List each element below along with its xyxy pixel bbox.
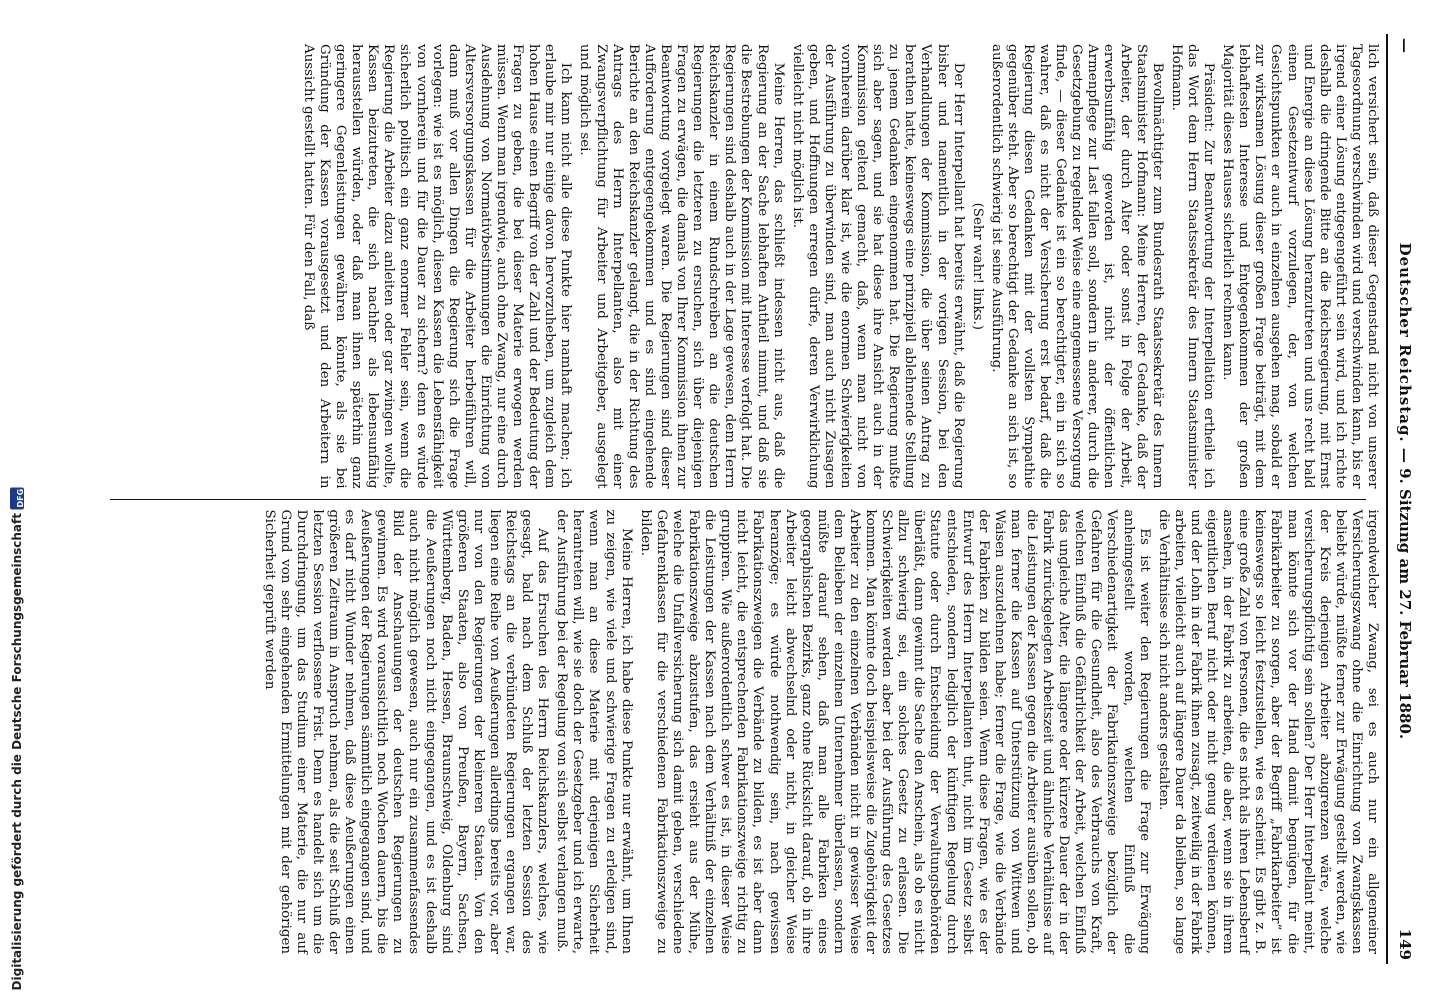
paragraph: Meine Herren, das schließt indessen nicht aus, daß die Regierung an der Sache lebhaften Antheil nimmt, und daß sie die Bestrebungen der Kommission mit Interesse verfolgt hat. Die Regierungen sind deshalb auch in der Lage gewesen, dem Herrn Reichskanzler in einem Rundschreiben an die deutschen Regierungen die letzteren zu ersuchen, sich über diejenigen Fragen zu erwägen, die damals von Ihrer Kommission ihnen zur Beantwortung vorgelegt waren. Die Regierungen sind dieser Aufforderung entgegengekommen und es sind eingehende Berichte an den Reichskanzler gelangt, die in der Richtung des Antrags des Herrn Interpellanten, also mit einer Zwangsverpflichtung für Arbeiter und Arbeitgeber, ausgelegt und möglich sei. bbox=[577, 44, 786, 489]
page-number: 149 bbox=[1396, 928, 1414, 960]
paragraph: Ich kann nicht alle diese Punkte hier namhaft machen; ich erlaube mir nur einige davon hervorzuheben, um zugleich dem hohen Hause einen Begriff von der Zahl und der Bedeutung der Fragen zu geben, die bei dieser Materie erwogen werden müssen. Wenn man irgendwie, auch ohne Zwang, nur eine durch Ausdehnung von Normativbestimmungen die Einrichtung von Altersversorgungskassen für die Arbeiter herbeiführen will, dann muß vor allen Dingen die Regierung sich die Frage vorlegen: wie ist es möglich, diesen Kassen die Lebensfähigkeit von vornherein und für die Dauer zu sichern? denn es würde sicherlich politisch ein ganz enormer Fehler sein, wenn die Regierung die Arbeiter dazu anleiten oder gar zwingen wollte, Kassen beizutreten, die sich nachher als lebensunfähig herausstellen würden, oder daß man ihnen späterhin ganz geringere Gegenleistungen gewähren könnte, als sie bei Gründung der Kassen vorausgesetzt und den Arbeitern in Aussicht gestellt hatten. Für den Fall, daß bbox=[300, 44, 574, 489]
paragraph: Auf das Ersuchen des Herrn Reichskanzlers, welches, wie gesagt, bald nach dem Schluß der letzten Session des Reichstags an die verbündeten Regierungen ergangen war, liegen eine Reihe von Aeußerungen allerdings bereits vor, aber nur von den Regierungen der kleineren Staaten. Von den größeren Staaten, also von Preußen, Bayern, Sachsen, Württemberg, Baden, Hessen, Braunschweig, Oldenburg sind die Aeußerungen noch nicht eingegangen, und es ist deshalb auch nicht möglich gewesen, auch nur ein zusammenfassendes Bild der Anschauungen der deutschen Regierungen zu gewinnen. Es wird voraussichtlich noch Wochen dauern, bis die Aeußerungen der Regierungen sämmtlich eingegangen sind, und es darf nicht Wunder nehmen, daß diese Aeußerungen einen größeren Zeitraum in Anspruch nehmen, als die seit Schluß der letzten Session verflossene Frist. Denn es handelt sich um die Durchdringung, um das Studium einer Materie, die nur auf Grund von sehr eingehenden Ermittelungen mit der gehörigen Sicherheit geprüft werden bbox=[261, 509, 551, 954]
header-dash: — bbox=[1396, 38, 1414, 53]
paragraph: lich versichert sein, daß dieser Gegenstand nicht von unserer Tagesordnung verschwinden wird und verschwinden kann, bis er irgend einer Lösung entgegengeführt sein wird, und ich richte deshalb die dringende Bitte an die Reichsregierung, mit Ernst und Energie an diese Lösung heranzutreten und uns recht bald einen Gesetzentwurf vorzulegen, der, von welchen Gesichtspunkten er auch in einzelnen ausgehen mag, sobald er zur wirksamen Lösung dieser großen Frage beiträgt, mit dem lebhaftesten Interesse und Entgegenkommen der großen Majorität dieses Hauses sicherlich rechnen kann. bbox=[1220, 44, 1380, 489]
page-header bbox=[1386, 34, 1414, 964]
right-column bbox=[100, 500, 1380, 965]
left-column bbox=[100, 34, 1380, 499]
paragraph: Es ist weiter den Regierungen die Frage zur Erwägung anheimgestellt worden, welchen Einfluß die Verschiedenartigkeit der Fabrikationszweige bezüglich der Gefahren für die Gesundheit, also des Verbrauchs von Kraft, welchen Einfluß die Gefährlichkeit der Arbeit, welchen Einfluß das ungleiche Alter, die längere oder kürzere Dauer der in der Fabrik zurückgelegten Arbeitszeit und ähnliche Verhältnisse auf die Leistungen der Kassen gegen die Arbeiter ausüben sollen, ob man ferner die Kassen auf Unterstützung von Wittwen und Waisen auszudehnen habe; ferner die Frage, wie die Verbände der Fabriken zu bilden seien. Wenn diese Fragen, wie es der Entwurf des Herrn Interpellanten thut, nicht im Gesetz selbst entschieden, sondern lediglich der künftigen Regelung durch Statute oder durch Entscheidung der Verwaltungsbehörden überläßt, dann gewinnt die Sache den Anschein, als ob es nicht allzu schwierig sei, ein solches Gesetz zu erlassen. Die Schwierigkeiten werden aber bei der Ausführung des Gesetzes kommen. Man könnte doch beispielsweise die Zugehörigkeit der Arbeiter zu den einzelnen Verbänden nicht in gewisser Weise dem Belieben der einzelnen Unternehmer überlassen, sondern müßte darauf sehen, daß man alle Fabriken eines geographischen Bezirks, ganz ohne Rücksicht darauf, ob in ihre Arbeiter leicht abwechselnd oder nicht, in gleicher Weise heranzöge; es würde nothwendig sein, nach gewissen Fabrikationszweigen die Verbände zu bilden, es ist aber dann nicht leicht, die entsprechenden Fabrikationszweige richtig zu gruppiren. Wie außerordentlich schwer es ist, in dieser Weise die Leistungen der Kassen nach dem Verhältniß der einzelnen Fabrikationszweige abzustufen, das ersieht aus der Mühe, welche die Unfallversicherung sich damit geben, verschiedene Gefahrenklassen für die verschiedenen Fabrikationszweige zu bilden. bbox=[637, 509, 1152, 954]
paragraph: irgendwelcher Zwang, sei es auch nur ein allgemeiner Versicherungszwang ohne die Einrichtung von Zwangskassen beliebt würde, müßte ferner zur Erwägung gestellt werden, wie der Kreis derjenigen Arbeiter abzugrenzen wäre, welche versicherungspflichtig sein sollen? Der Herr Interpellant meint, man könnte sich vor der Hand damit begnügen, für die Fabrikarbeiter zu sorgen, aber der Begriff „Fabrikarbeiter“ ist keineswegs so leicht festzustellen, wie es scheint. Es gibt z. B. eine große Zahl von Personen, die es nicht als ihren Lebensberuf ansehen, in der Fabrik zu arbeiten, die aber, wenn sie in ihrem eigentlichen Beruf nicht oder nicht genug verdienen können, und der Lohn in der Fabrik ihnen zusagt, zeitweilig in der Fabrik arbeiten, vielleicht auch auf längere Dauer da bleiben, so lange die Verhältnisse sich nicht anders gestalten. bbox=[1155, 509, 1380, 954]
paragraph: Der Herr Interpellant hat bereits erwähnt, daß die Regierung bisher und namentlich in der vorigen Session, bei den Verhandlungen der Kommission, die über seinen Antrag zu berathen hatte, keineswegs eine prinzipiell ablehnende Stellung zu jenem Gedanken eingenommen hat. Die Regierung mußte sich aber sagen, und sie hat diese ihre Ansicht auch in der Kommission geltend gemacht, daß, wenn man nicht von vornherein darüber klar ist, wie die enormen Schwierigkeiten der Ausführung zu überwinden sind, man auch nicht Zusagen geben, und Hoffnungen erregen dürfe, deren Verwirklichung vielleicht nicht möglich ist. bbox=[789, 44, 966, 489]
applause-note: (Sehr wahr! links.) bbox=[969, 202, 985, 330]
rotated-newspaper-page bbox=[88, 18, 1424, 980]
newspaper-title: Deutscher Reichstag. bbox=[1396, 242, 1414, 443]
paragraph: Präsident: Zur Beantwortung der Interpellation ertheile ich das Wort dem Herrn Staatssekretär des Innern Staatsminister Hofmann. bbox=[1168, 44, 1217, 489]
text-columns bbox=[100, 34, 1380, 964]
paragraph: Bevollmächtigter zum Bundesrath Staatssekretär des Innern Staatsminister Hofmann: Meine Herren, der Gedanke, daß der Arbeiter, der durch Alter oder sonst in Folge der Arbeit, erwerbsunfähig geworden ist, nicht der öffentlichen Armenpflege zur Last fallen soll, sondern in anderer, durch die Gesetzgebung zu regelnder Weise eine angemessene Versorgung finde, — dieser Gedanke ist ein so berechtigter, ein in sich so wahrer, daß es nicht der Versicherung erst bedarf, daß die Regierung diesen Gedanken mit der vollsten Sympathie gegenüber steht. Aber so berechtigt der Gedanke an sich ist, so außerordentlich schwierig ist seine Ausführung. bbox=[988, 44, 1165, 489]
scanned-page bbox=[88, 18, 1424, 980]
dfg-logo-icon: DFG bbox=[10, 487, 24, 509]
session-date: — 9. Sitzung am 27. Februar 1880. bbox=[1396, 447, 1414, 740]
digitization-credit bbox=[2, 480, 32, 990]
paragraph: Meine Herren, ich habe diese Punkte nur erwähnt, um Ihnen zu zeigen, wie viele und schwierige Fragen zu erledigen sind, wenn man an diese Materie mit derjenigen Sicherheit herantreten will, wie sie doch der Gesetzgeber und ich erwarte, der Ausführung bei der Regelung von sich selbst verlangen muß. bbox=[554, 509, 634, 954]
header-title-line bbox=[1396, 243, 1414, 740]
credit-text: Digitalisierung gefördert durch die Deutsche Forschungsgemeinschaft bbox=[10, 512, 24, 990]
